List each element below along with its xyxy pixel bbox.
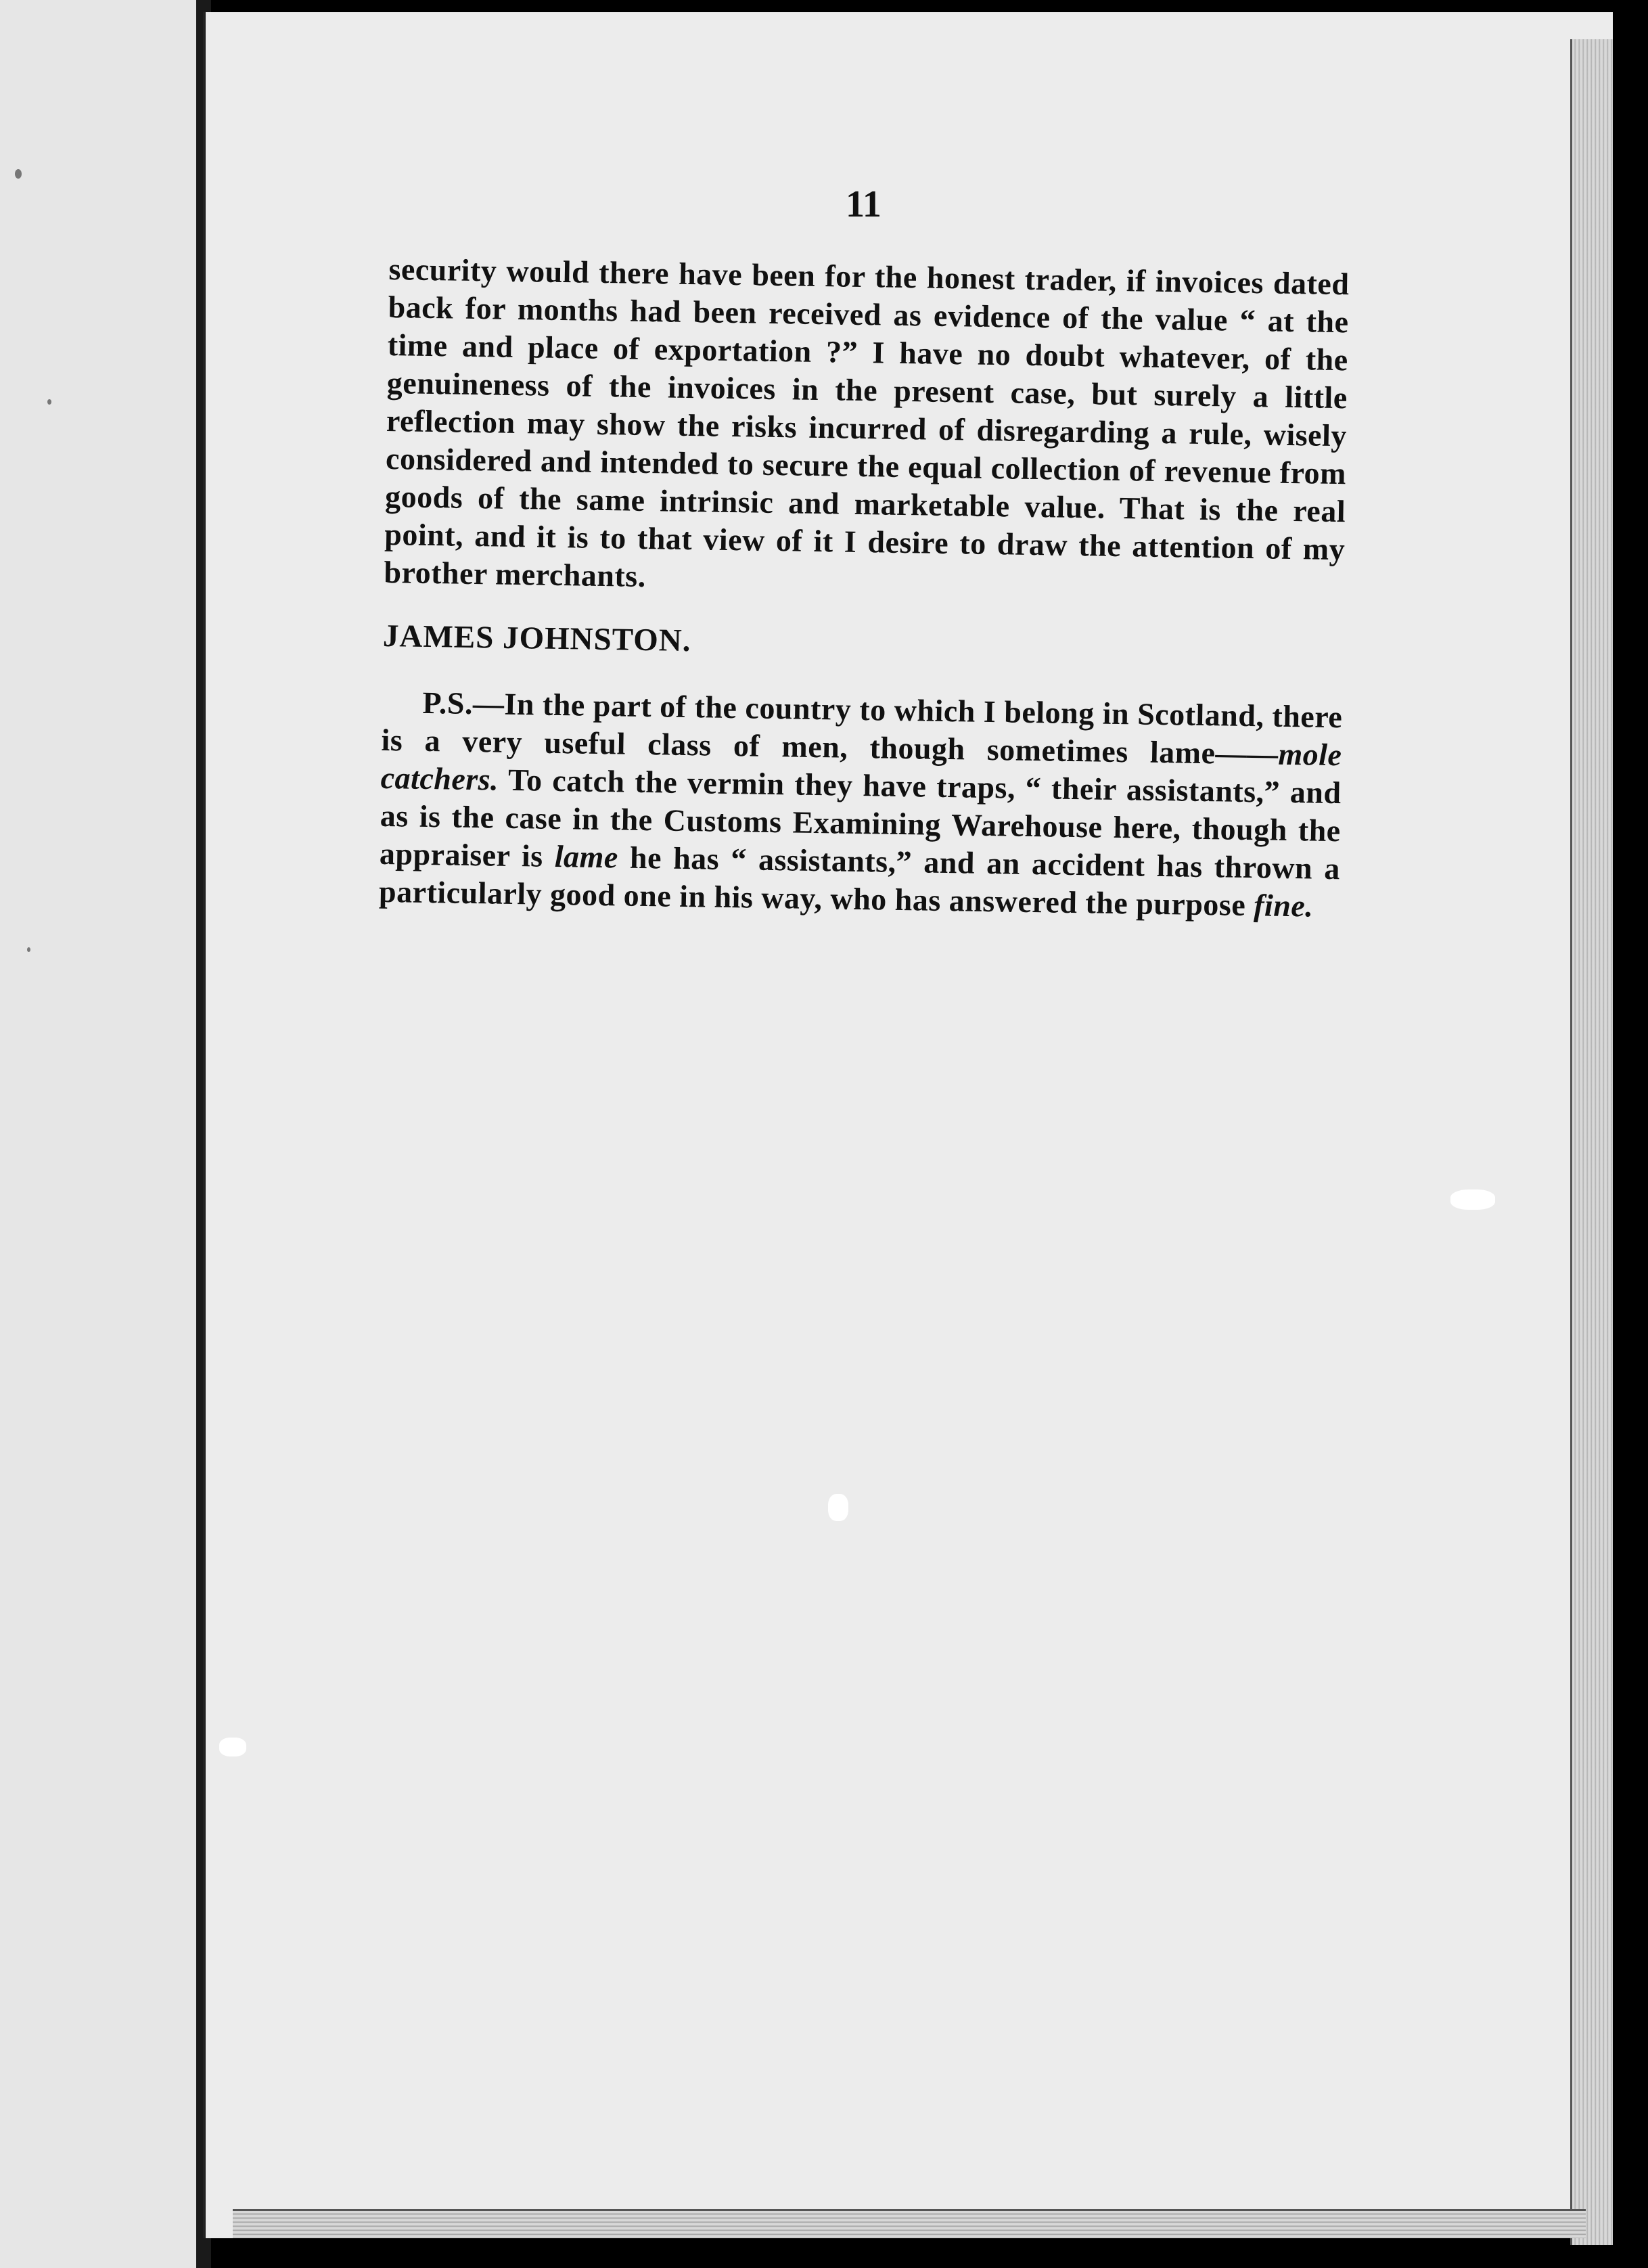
paper-stain <box>219 1738 246 1756</box>
postscript-italic: mole catchers. <box>380 736 1342 797</box>
speck <box>15 169 22 179</box>
page-edge-bottom <box>233 2209 1586 2238</box>
speck <box>47 399 51 405</box>
signature: JAMES JOHNSTON. <box>382 618 691 659</box>
postscript-paragraph <box>379 683 1343 926</box>
postscript-text: he has “ assistants,” and an accident has thrown a particularly good one in his way, who has answered the purpose <box>378 840 1341 923</box>
body-paragraph: security would there have been for the honest trader, if invoices dated back for months had been received as evidence of the value “ at the time and place of exportation ?” I have no doubt whatever, of the genuineness of the invoices in the present case, but surely a little reflection may show the risks incurred of disregarding a rule, wisely considered and intended to secure the equal collection of revenue from goods of the same intrinsic and marketable value. That is the real point, and it is to that view of it I desire to draw the attention of my brother merchants. <box>384 251 1350 594</box>
page-body <box>379 250 1350 926</box>
paper-stain <box>1450 1189 1495 1210</box>
page-edge-right <box>1570 39 1613 2245</box>
page-number: 11 <box>846 183 882 225</box>
postscript-text: To catch the vermin they have traps, “ their assistants,” and as is the case in the Customs Examining Warehouse here, though the appraiser is <box>379 762 1342 874</box>
facing-page-left <box>0 0 200 2268</box>
speck <box>27 947 30 952</box>
paper-stain <box>828 1494 848 1521</box>
postscript-italic: lame <box>554 838 619 875</box>
postscript-italic: fine. <box>1253 888 1314 924</box>
postscript-text: P.S.—In the part of the country to which I belong in Scotland, there is a very useful class of men, though sometimes lame—— <box>381 685 1343 771</box>
